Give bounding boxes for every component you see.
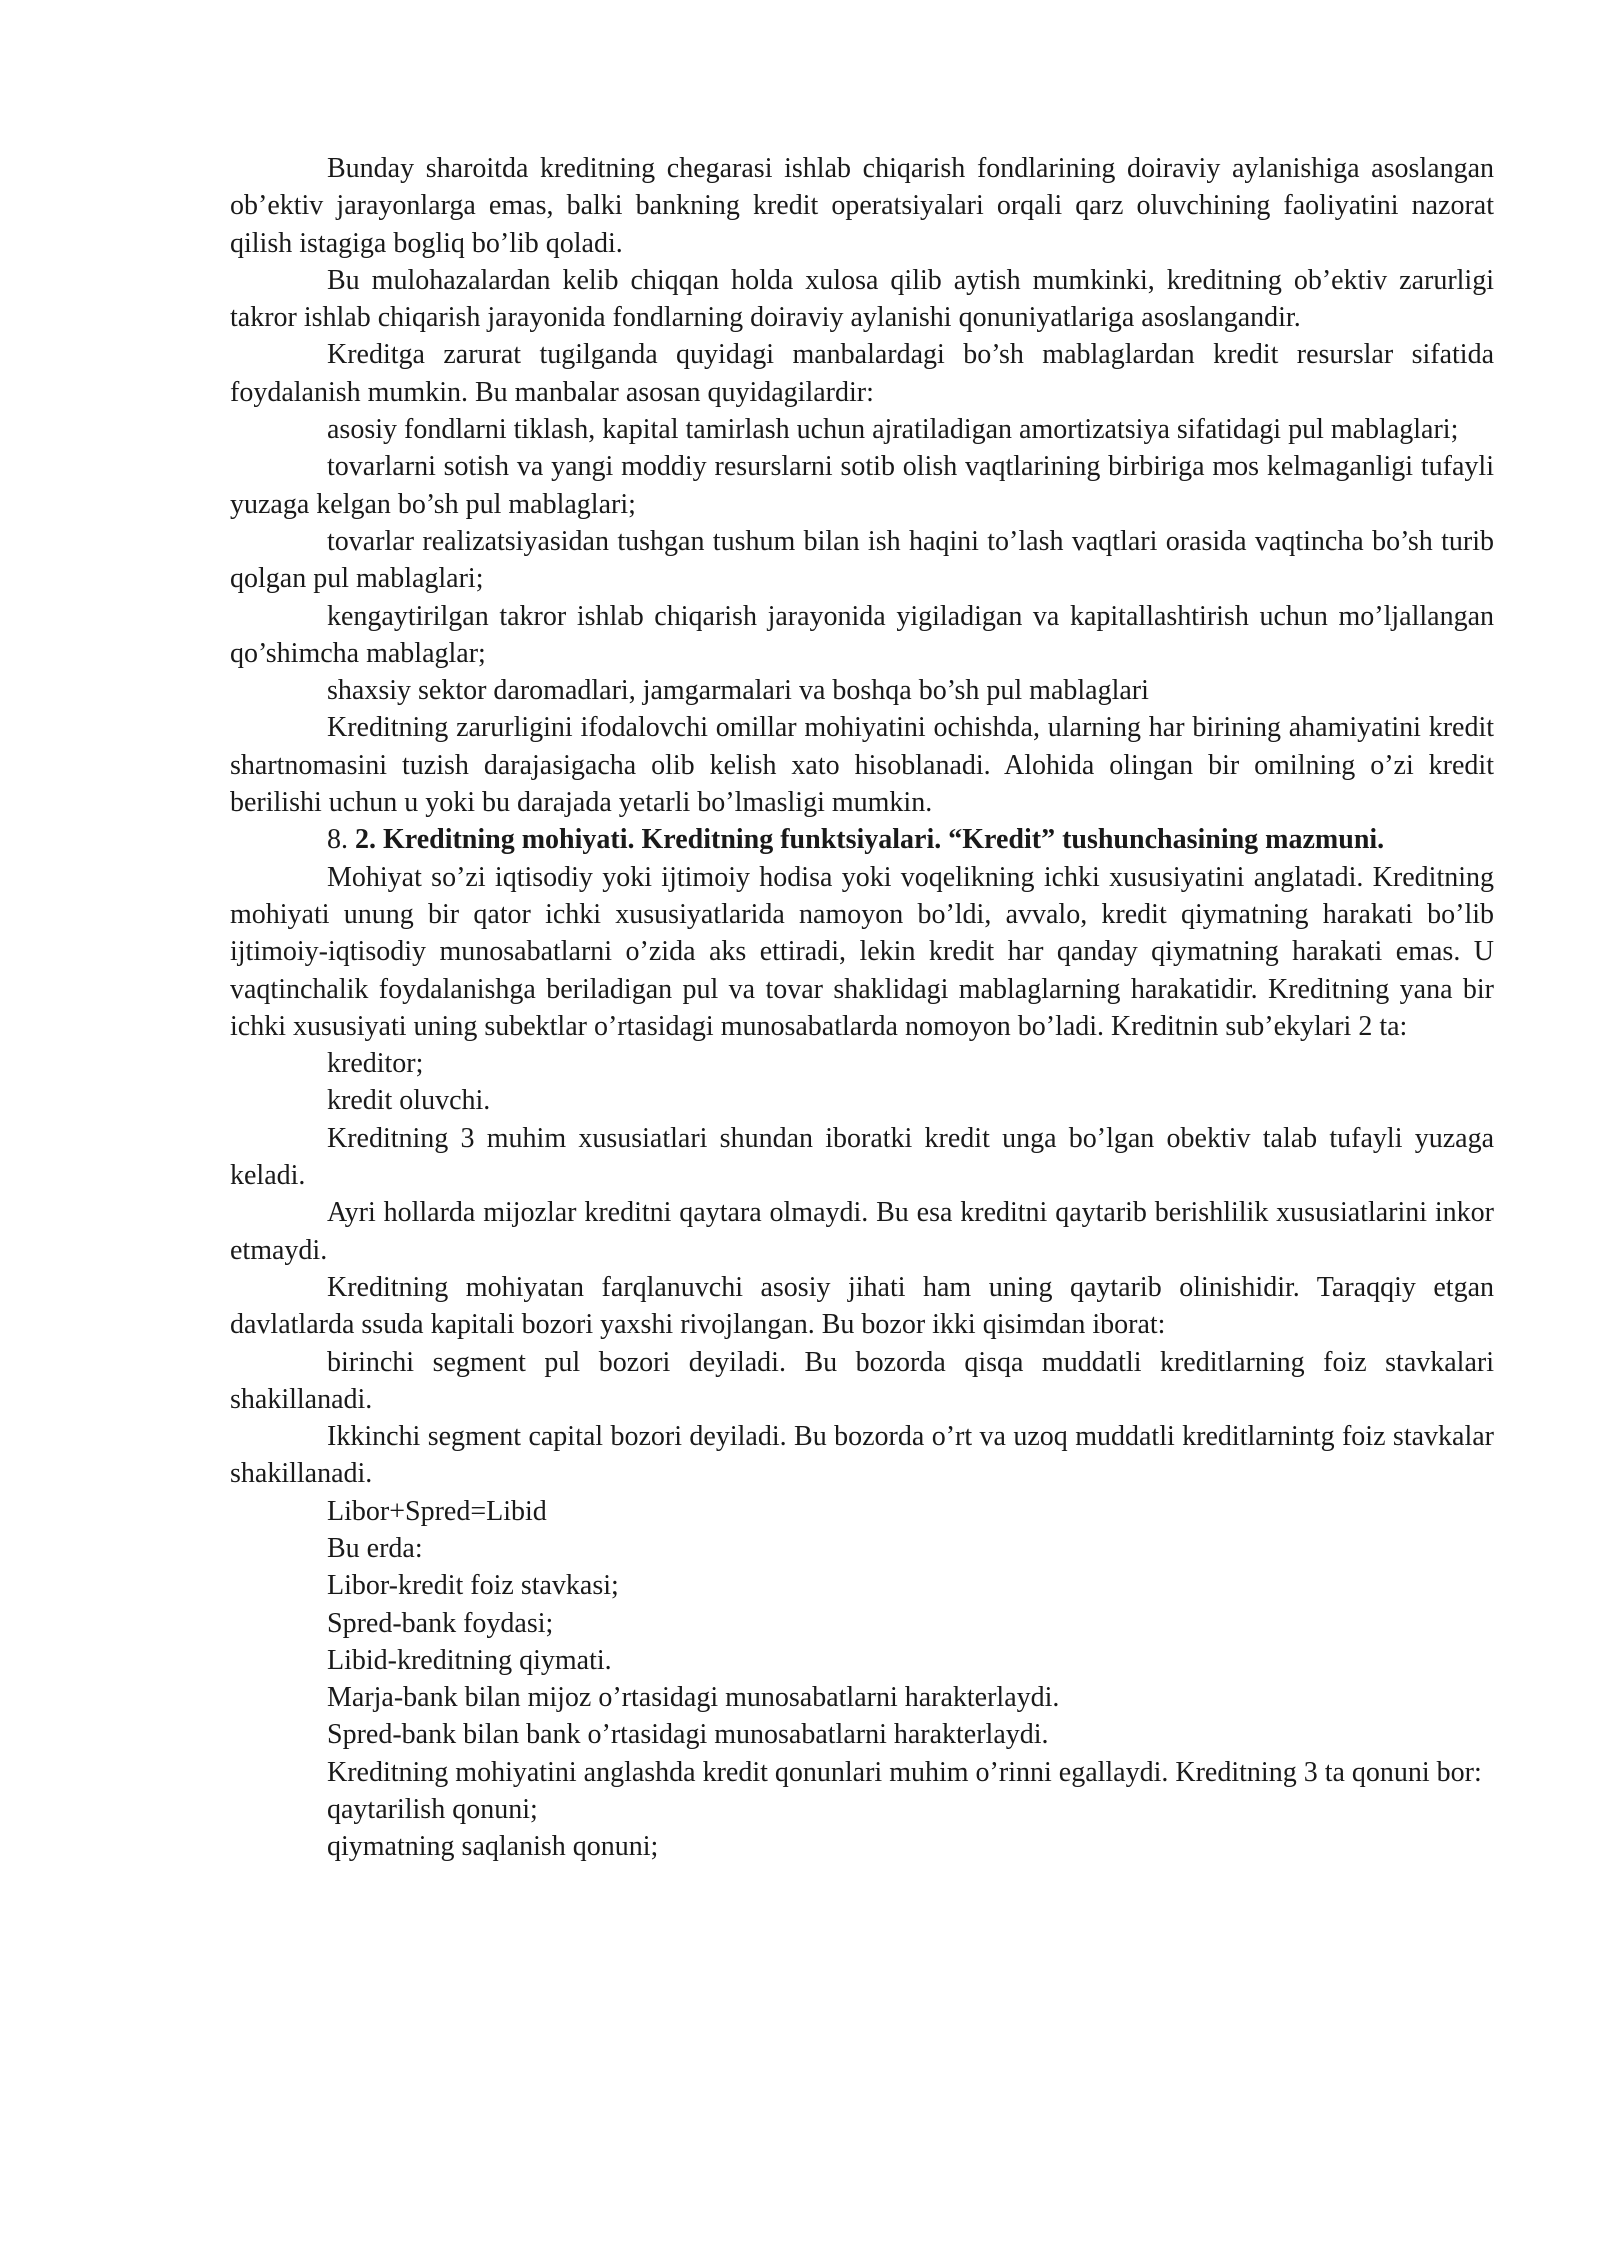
document-page	[230, 150, 1494, 1866]
definition-line: Libid-kreditning qiymati.	[327, 1644, 612, 1676]
section-heading	[230, 821, 1494, 858]
definition-line: Spred-bank bilan bank o’rtasidagi munosabatlarni harakterlaydi.	[327, 1719, 1049, 1751]
list-item: kredit oluvchi.	[327, 1085, 491, 1117]
section-number: 8.	[327, 824, 348, 856]
paragraph: Ikkinchi segment capital bozori deyiladi. Bu bozorda o’rt va uzoq muddatli kreditlarnintg foiz stavkalar shakillanadi.	[230, 1421, 1494, 1490]
definition-line: Spred-bank foydasi;	[327, 1607, 554, 1639]
paragraph: Kreditning 3 muhim xususiatlari shundan iboratki kredit unga bo’lgan obektiv talab tufayli yuzaga keladi.	[230, 1122, 1494, 1192]
list-item: qaytarilish qonuni;	[327, 1794, 538, 1826]
paragraph: Mohiyat so’zi iqtisodiy yoki ijtimoiy hodisa yoki voqelikning ichki xususiyatini anglatadi. Kreditning mohiyati unung bir qator ichki xususiyatlarida namoyon bo’ldi, avvalo, kredit qiymatning harakati bo’lib ijtimoiy-iqtisodiy munosabatlarni o’zida aks ettiradi, lekin kredit har qanday qiymatning harakati emas. U vaqtinchalik foydalanishga beriladigan pul va tovar shaklidagi mablaglarning harakatidir. Kreditning yana bir ichki xususiyati uning subektlar o’rtasidagi munosabatlarda nomoyon bo’ladi. Kreditnin sub’ekylari 2 ta:	[230, 861, 1494, 1042]
paragraph: Ayri hollarda mijozlar kreditni qaytara olmaydi. Bu esa kreditni qaytarib berishlilik xususiatlarini inkor etmaydi.	[230, 1197, 1494, 1266]
paragraph: Kreditga zarurat tugilganda quyidagi manbalardagi bo’sh mablaglardan kredit resurslar sifatida foydalanish mumkin. Bu manbalar asosan quyidagilardir:	[230, 339, 1494, 408]
list-item: shaxsiy sektor daromadlari, jamgarmalari va boshqa bo’sh pul mablaglari	[327, 675, 1149, 707]
list-item: qiymatning saqlanish qonuni;	[327, 1831, 659, 1863]
definition-line: Marja-bank bilan mijoz o’rtasidagi munosabatlarni harakterlaydi.	[327, 1682, 1060, 1714]
list-item: kengaytirilgan takror ishlab chiqarish jarayonida yigiladigan va kapitallashtirish uchun mo’ljallangan qo’shimcha mablaglar;	[230, 600, 1494, 669]
section-title: 2. Kreditning mohiyati. Kreditning funktsiyalari. “Kredit” tushunchasining mazmuni.	[355, 824, 1385, 856]
list-item: tovarlar realizatsiyasidan tushgan tushum bilan ish haqini to’lash vaqtlari orasida vaqtincha bo’sh turib qolgan pul mablaglari;	[230, 525, 1494, 595]
list-item: kreditor;	[327, 1048, 424, 1080]
list-item: asosiy fondlarni tiklash, kapital tamirlash uchun ajratiladigan amortizatsiya sifatidagi pul mablaglari;	[327, 414, 1459, 446]
definition-line: Libor-kredit foiz stavkasi;	[327, 1570, 619, 1602]
paragraph: Bu mulohazalardan kelib chiqqan holda xulosa qilib aytish mumkinki, kreditning ob’ektiv zarurligi takror ishlab chiqarish jarayonida fondlarning doiraviy aylanishi qonuniyatlariga asoslangandir.	[230, 264, 1494, 334]
paragraph: Bu erda:	[327, 1532, 423, 1564]
paragraph: birinchi segment pul bozori deyiladi. Bu bozorda qisqa muddatli kreditlarning foiz stavkalari shakillanadi.	[230, 1346, 1494, 1415]
paragraph: Kreditning zarurligini ifodalovchi omillar mohiyatini ochishda, ularning har birining ahamiyatini kredit shartnomasini tuzish darajasigacha olib kelish xato hisoblanadi. Alohida olingan bir omilning o’zi kredit berilishi uchun u yoki bu darajada yetarli bo’lmasligi mumkin.	[230, 712, 1494, 819]
list-item: tovarlarni sotish va yangi moddiy resurslarni sotib olish vaqtlarining birbiriga mos kelmaganligi tufayli yuzaga kelgan bo’sh pul mablaglari;	[230, 451, 1494, 520]
paragraph: Bunday sharoitda kreditning chegarasi ishlab chiqarish fondlarining doiraviy aylanishiga asoslangan ob’ektiv jarayonlarga emas, balki bankning kredit operatsiyalari orqali qarz oluvchining faoliyatini nazorat qilish istagiga bogliq bo’lib qoladi.	[230, 153, 1494, 259]
paragraph: Kreditning mohiyatini anglashda kredit qonunlari muhim o’rinni egallaydi. Kreditning 3 ta qonuni bor:	[327, 1756, 1482, 1788]
formula-line: Libor+Spred=Libid	[327, 1495, 547, 1527]
paragraph: Kreditning mohiyatan farqlanuvchi asosiy jihati ham uning qaytarib olinishidir. Taraqqiy etgan davlatlarda ssuda kapitali bozori yaxshi rivojlangan. Bu bozor ikki qisimdan iborat:	[230, 1271, 1494, 1341]
